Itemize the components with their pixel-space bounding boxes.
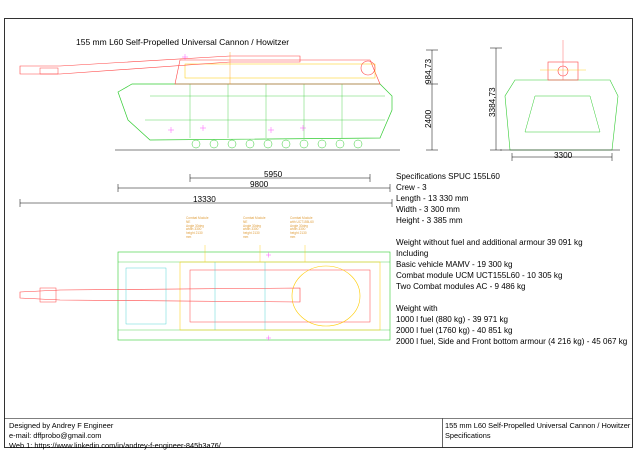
spec-line: Width - 3 300 mm <box>396 205 460 214</box>
spec-line: Combat module UCM UCT155L60 - 10 305 kg <box>396 271 563 280</box>
spec-line: Including <box>396 249 429 258</box>
turret-ring <box>292 266 360 326</box>
spec-line: Crew - 3 <box>396 183 427 192</box>
spec-line: Length - 13 330 mm <box>396 194 469 203</box>
callout-combat-module-3: Combat Module with UCT155L60 Angle 30deg width 3300 height 2130 mm <box>290 216 314 239</box>
top-hull-details <box>126 262 265 330</box>
hull-panels <box>190 84 342 138</box>
spec-line: Specifications SPUC 155L60 <box>396 172 500 181</box>
top-turret <box>190 270 370 322</box>
top-reference-marks <box>266 253 271 341</box>
rear-wheel-mount <box>361 61 375 75</box>
dim-length-hull: 5950 <box>264 170 283 179</box>
front-glacis <box>525 96 600 132</box>
side-view <box>20 50 438 207</box>
gun-barrel <box>20 56 300 74</box>
spec-spacer <box>396 292 627 303</box>
spec-line: 2000 l fuel, Side and Front bottom armour (4 216 kg) - 45 067 kg <box>396 337 628 346</box>
muzzle-brake <box>40 68 58 74</box>
spec-line: Two Combat modules AC - 9 486 kg <box>396 282 526 291</box>
top-view <box>20 245 390 341</box>
specifications-block <box>396 171 627 347</box>
spec-line: Weight with <box>396 304 438 313</box>
drawing-title: 155 mm L60 Self-Propelled Universal Cannon / Howitzer <box>76 37 290 47</box>
spec-line: 1000 l fuel (880 kg) - 39 971 kg <box>396 315 509 324</box>
spec-line: 2000 l fuel (1760 kg) - 40 851 kg <box>396 326 513 335</box>
designer-email[interactable]: e-mail: dffprobo@gmail.com <box>9 431 102 441</box>
roadwheels <box>192 140 362 148</box>
title-block-name: 155 mm L60 Self-Propelled Universal Cannon / Howitzer <box>445 421 631 430</box>
turret-module <box>185 64 375 78</box>
reference-marks <box>168 54 306 133</box>
spec-spacer <box>396 226 627 237</box>
dim-height-gun: 984,73 <box>424 58 433 84</box>
designer-name: Designed by Andrey F Engineer <box>9 421 114 430</box>
spec-line: Weight without fuel and additional armour 39 091 kg <box>396 238 583 247</box>
title-block-sheet: Specifications <box>445 431 491 441</box>
dim-height-total: 3384,73 <box>488 87 497 117</box>
spec-line: Height - 3 385 mm <box>396 216 463 225</box>
designer-web-link[interactable]: Web 1: https://www.linkedin.com/in/andrey-f-engineer-845b3a76/ <box>9 441 221 451</box>
front-hull <box>505 80 618 150</box>
callout-combat-module-1: Combat Module NE Angle 30deg width 3300 height 2130 mm <box>186 216 209 239</box>
top-hull <box>118 252 390 340</box>
spec-line: Basic vehicle MAMV - 19 300 kg <box>396 260 513 269</box>
hull-outline <box>118 84 392 140</box>
dim-length-total: 13330 <box>193 195 216 204</box>
dim-width: 3300 <box>554 151 573 160</box>
callout-combat-module-2: Combat Module NE Angle 30deg width 3300 height 2130 mm <box>243 216 266 239</box>
top-gun-barrel <box>20 288 300 302</box>
title-block-designer <box>9 421 221 452</box>
title-block-drawing <box>445 421 630 441</box>
dim-height-hull: 2400 <box>424 109 433 128</box>
front-view <box>490 40 620 161</box>
top-turret-module <box>180 262 380 330</box>
callout-leaders <box>205 245 305 262</box>
dim-length-body: 9800 <box>250 180 269 189</box>
